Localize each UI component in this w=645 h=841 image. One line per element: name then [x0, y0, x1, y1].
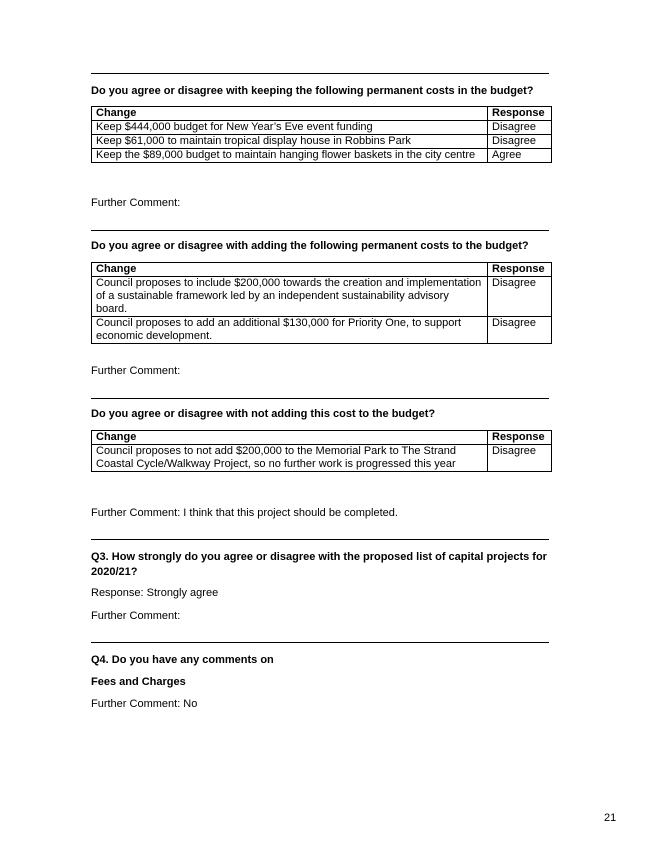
header-response: Response [488, 107, 552, 121]
section3-table [91, 430, 552, 472]
table-row [92, 149, 552, 163]
change-cell: Keep $61,000 to maintain tropical display house in Robbins Park [92, 135, 488, 149]
section2-table [91, 262, 552, 344]
divider [91, 398, 549, 399]
table-header-row [92, 107, 552, 121]
divider [91, 539, 549, 540]
response-cell: Agree [488, 149, 552, 163]
section2-comment: Further Comment: [91, 365, 181, 377]
divider [91, 230, 549, 231]
table-header-row [92, 263, 552, 277]
page-number: 21 [604, 812, 617, 824]
q4-subheading: Fees and Charges [91, 676, 186, 688]
section1-question: Do you agree or disagree with keeping the following permanent costs in the budget? [91, 85, 534, 97]
change-cell: Keep the $89,000 budget to maintain hanging flower baskets in the city centre [92, 149, 488, 163]
response-cell: Disagree [488, 317, 552, 344]
change-cell: Council proposes to include $200,000 towards the creation and implementation of a sustainable framework led by an independent sustainability advisory board. [92, 277, 488, 317]
q3-response: Response: Strongly agree [91, 587, 219, 599]
section3-question: Do you agree or disagree with not adding this cost to the budget? [91, 408, 436, 420]
q4-comment: Further Comment: No [91, 698, 198, 710]
change-cell: Council proposes to add an additional $130,000 for Priority One, to support economic development. [92, 317, 488, 344]
header-change: Change [92, 107, 488, 121]
section2-question: Do you agree or disagree with adding the following permanent costs to the budget? [91, 240, 529, 252]
table-header-row [92, 431, 552, 445]
response-cell: Disagree [488, 277, 552, 317]
table-row [92, 277, 552, 317]
q3-question: Q3. How strongly do you agree or disagree with the proposed list of capital projects for 2020/21? [91, 551, 547, 578]
q3-comment: Further Comment: [91, 610, 181, 622]
header-change: Change [92, 263, 488, 277]
header-response: Response [488, 263, 552, 277]
table-row [92, 121, 552, 135]
divider [91, 73, 549, 74]
change-cell: Keep $444,000 budget for New Year’s Eve event funding [92, 121, 488, 135]
header-response: Response [488, 431, 552, 445]
table-row [92, 317, 552, 344]
response-cell: Disagree [488, 445, 552, 472]
table-row [92, 135, 552, 149]
divider [91, 642, 549, 643]
response-cell: Disagree [488, 135, 552, 149]
section1-table [91, 106, 552, 163]
table-row [92, 445, 552, 472]
q4-question: Q4. Do you have any comments on [91, 654, 274, 666]
section3-comment: Further Comment: I think that this project should be completed. [91, 507, 398, 519]
response-cell: Disagree [488, 121, 552, 135]
change-cell: Council proposes to not add $200,000 to the Memorial Park to The Strand Coastal Cycle/Walkway Project, so no further work is progressed this year [92, 445, 488, 472]
header-change: Change [92, 431, 488, 445]
section1-comment: Further Comment: [91, 197, 181, 209]
